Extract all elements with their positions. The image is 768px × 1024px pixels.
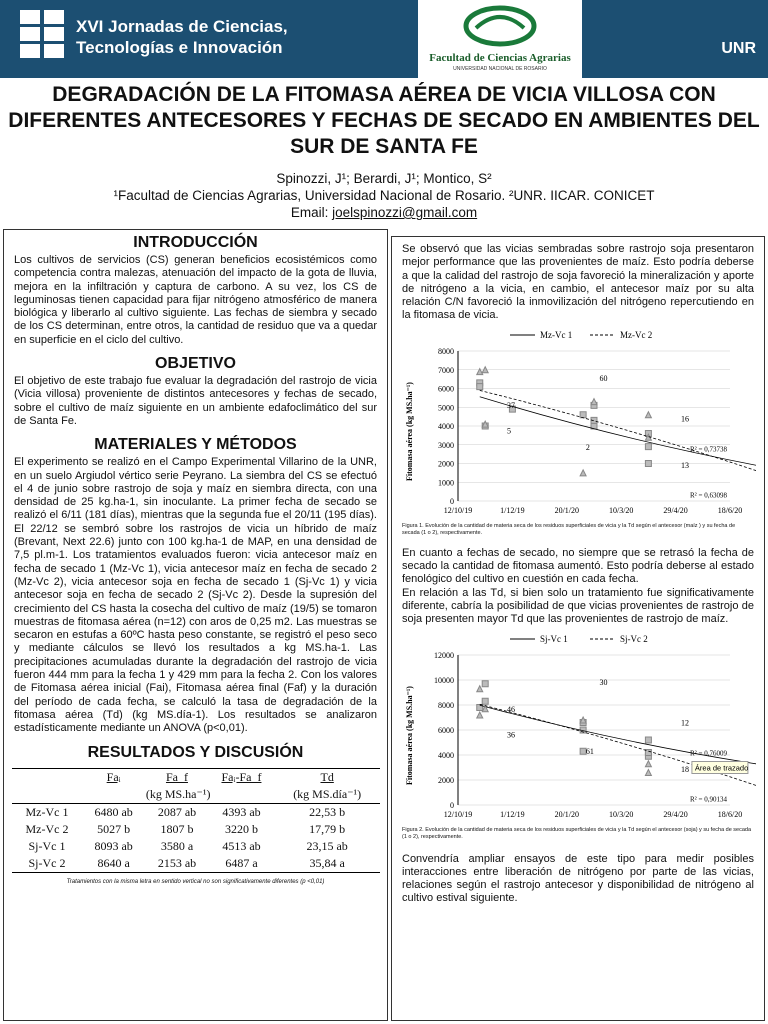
email-label: Email: xyxy=(290,205,333,220)
results-paragraph-1: Se observó que las vicias sembradas sobre rastrojo soja presentaron mejor performance que las provenientes de maíz. Esto podría deberse a que la calidad del rastrojo de soja favoreció la mineralización y aporte de nitrógeno a la vicia, en cambio, el antecesor maíz por su alta relación C/N favoreció la inmovilización del nitrógeno repercutiendo en la fitomasa de vicia. xyxy=(402,243,754,322)
y-tick-label: 1000 xyxy=(438,478,454,488)
table-cell: 8093 ab xyxy=(94,838,133,853)
y-tick-label: 0 xyxy=(450,496,454,506)
objetivo-text: El objetivo de este trabajo fue evaluar la degradación del rastrojo de vicia (Vicia villosa) proveniente de distintos antecesores y fechas de secado, sobre el cultivo de maíz siguiente en un ambiente edafoclimático del sur de Santa Fe. xyxy=(14,375,377,427)
x-tick-label: 20/1/20 xyxy=(554,505,580,515)
data-point xyxy=(477,712,483,718)
y-tick-label: 8000 xyxy=(438,700,454,710)
table-footnote: Tratamientos con la misma letra en sentido vertical no son significativamente diferentes (p <0,01) xyxy=(66,878,325,885)
r2-label: R² = 0,63098 xyxy=(690,491,727,500)
author-names: Spinozzi, J¹; Berardi, J¹; Montico, S² xyxy=(276,171,492,186)
data-point xyxy=(477,383,483,389)
y-tick-label: 2000 xyxy=(438,459,454,469)
y-tick-label: 0 xyxy=(450,800,454,810)
y-tick-label: 6000 xyxy=(438,725,454,735)
x-tick-label: 18/6/20 xyxy=(717,809,743,819)
table-row xyxy=(12,821,380,838)
units-label: (kg MS.día⁻¹) xyxy=(293,786,362,801)
event-logo-icon xyxy=(20,10,64,58)
table-cell: Mz-Vc 1 xyxy=(25,804,69,819)
r2-label: R² = 0,90134 xyxy=(690,795,727,804)
event-name xyxy=(76,16,288,58)
data-point xyxy=(580,412,586,418)
table-cell: 4393 ab xyxy=(222,804,261,819)
r2-label: R² = 0,76009 xyxy=(690,749,727,758)
col-header: Td xyxy=(320,769,334,784)
table-row xyxy=(12,838,380,855)
left-column xyxy=(3,229,388,1021)
y-tick-label: 2000 xyxy=(438,775,454,785)
faculty-name: Facultad de Ciencias Agrarias xyxy=(429,52,571,64)
y-tick-label: 3000 xyxy=(438,440,454,450)
x-tick-label: 1/12/19 xyxy=(500,809,525,819)
x-tick-label: 10/3/20 xyxy=(608,809,634,819)
trend-line xyxy=(480,704,756,787)
table-cell: 6480 ab xyxy=(94,804,133,819)
data-point xyxy=(645,760,651,766)
td-label: 12 xyxy=(681,718,690,728)
y-tick-label: 5000 xyxy=(438,403,454,413)
td-label: 60 xyxy=(599,373,608,383)
table-cell: 35,84 a xyxy=(309,855,345,870)
td-label: 61 xyxy=(585,746,594,756)
trend-line xyxy=(480,390,756,472)
data-point xyxy=(645,443,651,449)
results-paragraph-3: En relación a las Td, si bien solo un tratamiento fue significativamente diferente, cabría la posibilidad de que vicias provenientes de rastrojo de soja presenten mayor Td que las provenientes de rastrojo de maíz. xyxy=(402,586,754,626)
data-point xyxy=(591,398,597,404)
figure-2-chart xyxy=(400,627,756,827)
event-line-2: Tecnologías e Innovación xyxy=(76,38,283,57)
data-point xyxy=(482,698,488,704)
td-label: 46 xyxy=(506,704,515,714)
units-label: (kg MS.ha⁻¹) xyxy=(145,786,211,801)
x-tick-label: 1/12/19 xyxy=(500,505,525,515)
y-tick-label: 10000 xyxy=(434,675,454,685)
results-paragraph-2: En cuanto a fechas de secado, no siempre que se retrasó la fecha de secado la cantidad de fitomasa aumentó. Esto podría deberse al estado fenológico del cultivo en cuestión en cada fecha. xyxy=(402,546,754,586)
y-tick-label: 12000 xyxy=(434,650,454,660)
faculty-logo-icon xyxy=(418,0,582,50)
td-label: 30 xyxy=(599,677,608,687)
data-point xyxy=(645,460,651,466)
td-label: 5 xyxy=(506,426,511,436)
conclusion-paragraph: Convendría ampliar ensayos de este tipo para medir posibles interacciones entre liberación de nitrógeno por parte de las vicias, relaciones según el rastrojo antecesor y disponibilidad de nitrógeno al cultivo estival siguiente. xyxy=(402,852,754,905)
data-point xyxy=(580,470,586,476)
metodos-heading: MATERIALES Y MÉTODOS xyxy=(94,436,297,454)
y-tick-label: 6000 xyxy=(438,384,454,394)
r2-label: R² = 0,73738 xyxy=(690,445,727,454)
faculty-subtitle: UNIVERSIDAD NACIONAL DE ROSARIO xyxy=(453,66,547,72)
table-row xyxy=(12,855,380,873)
table-cell: 6487 a xyxy=(225,855,258,870)
y-axis-label: Fitomasa aérea (kg MS.ha⁻¹) xyxy=(405,685,414,785)
x-tick-label: 10/3/20 xyxy=(608,505,634,515)
table-cell: Sj-Vc 2 xyxy=(28,855,66,870)
table-cell: 22,53 b xyxy=(309,804,346,819)
tooltip-text: Área de trazado xyxy=(694,763,749,773)
table-cell: 3220 b xyxy=(224,821,258,836)
figure-2-caption: Figura 2. Evolución de la cantidad de materia seca de los residuos superficiales de vicia y la Td según el antecesor (soja) y su fecha de secada (1 o 2), respectivamente. xyxy=(402,826,752,840)
legend-label: Sj-Vc 1 xyxy=(540,633,568,644)
affiliations: ¹Facultad de Ciencias Agrarias, Universidad Nacional de Rosario. ²UNR. IICAR. CONICET xyxy=(113,188,655,203)
col-header: Faᵢ xyxy=(106,769,121,784)
y-tick-label: 8000 xyxy=(438,346,454,356)
results-table xyxy=(12,768,380,873)
table-cell: 5027 b xyxy=(97,821,131,836)
intro-heading: INTRODUCCIÓN xyxy=(133,234,258,251)
x-tick-label: 18/6/20 xyxy=(717,505,743,515)
y-axis-label: Fitomasa aérea (kg MS.ha⁻¹) xyxy=(405,381,414,481)
td-label: 37 xyxy=(506,400,515,410)
legend-label: Mz-Vc 2 xyxy=(620,329,653,340)
td-label: 18 xyxy=(681,764,690,774)
table-cell: 23,15 ab xyxy=(306,838,348,853)
td-label: 2 xyxy=(585,442,590,452)
x-tick-label: 29/4/20 xyxy=(663,505,688,515)
unr-logo: UNR xyxy=(721,40,756,57)
email-link[interactable]: joelspinozzi@gmail.com xyxy=(332,205,478,220)
table-cell: 8640 a xyxy=(97,855,130,870)
y-tick-label: 7000 xyxy=(438,365,454,375)
x-tick-label: 12/10/19 xyxy=(443,505,473,515)
resultados-heading: RESULTADOS Y DISCUSIÓN xyxy=(87,743,304,761)
table-cell: 2087 ab xyxy=(157,804,197,819)
legend-label: Mz-Vc 1 xyxy=(540,329,573,340)
faculty-logo xyxy=(418,0,582,78)
col-header: Faᵢ-Fa_f xyxy=(221,769,262,784)
table-cell: 1807 b xyxy=(160,821,194,836)
legend-label: Sj-Vc 2 xyxy=(620,633,648,644)
event-line-1: XVI Jornadas de Ciencias, xyxy=(76,17,288,36)
y-tick-label: 4000 xyxy=(438,750,454,760)
col-header: Fa_f xyxy=(165,769,188,784)
table-cell: Mz-Vc 2 xyxy=(25,821,69,836)
td-label: 36 xyxy=(506,730,515,740)
header-banner xyxy=(0,0,768,78)
table-cell: Sj-Vc 1 xyxy=(28,838,66,853)
data-point xyxy=(482,680,488,686)
data-point xyxy=(645,737,651,743)
x-tick-label: 12/10/19 xyxy=(443,809,473,819)
figure-1-chart xyxy=(400,323,756,523)
td-label: 13 xyxy=(681,460,690,470)
right-column xyxy=(391,236,765,1021)
figure-1-caption: Figura 1. Evolución de la cantidad de materia seca de los residuos superficiales de vicia y la Td según el antecesor (maíz ) y su fecha de secada (1 o 2), respectivamente. xyxy=(402,522,736,536)
table-cell: 2153 ab xyxy=(157,855,197,870)
table-cell: 17,79 b xyxy=(309,821,346,836)
data-point xyxy=(645,769,651,775)
authors-block xyxy=(0,170,768,221)
email-line xyxy=(0,204,768,221)
metodos-text: El experimento se realizó en el Campo Experimental Villarino de la UNR, en un suelo Argiudol vértico serie Peyrano. La siembra del CS se efectuó el 4 de junio sobre rastrojo de soja y maíz en siembra directa, con una densidad de 25 kg.ha-1, sin inoculante. La primer fecha de secado se realizó el 6/11 (181 días), mientras que la segunda fue el 20/11 (195 días). El 22/12 se sembró sobre los rastrojos de vicia un híbrido de maíz (Brevant, Next 22.6) junto con 100 kg.ha-1 de MAP, en una densidad de 7,5 pl.m-1. Los tratamientos evaluados fueron: vicia antecesor maíz en fecha de secado 1 (Mz-Vc 1), vicia antecesor maíz en fecha de secado 2 (Mz-Vc 2), vicia antecesor soja en fecha de secado 1 (Sj-Vc 1) y vicia antecesor soja en fecha de secado 2 (Sj-Vc 2). Desde la supresión del crecimiento del CS hasta la cosecha del cultivo de maíz (19/5) se tomaron muestras de fitomasa aérea (n=12) con aros de 0,25 m2. Las muestras se secaron en estufas a 60ºC hasta peso constante, se registró el peso seco y mediante cálculos se llevó los resultados a kg MS.ha-1. Las precipitaciones acumuladas durante la degradación del rastrojo de vicia fueron 444 mm para la fecha 1 y 429 mm para la fecha 2. Con los valores de Fitomasa aérea inicial (Fai), Fitomasa aérea final (Faf) y la duración del período de cada fecha, se calculó la tasa de degradación de la fitomasa aérea (Td) (kg MS.día-1). Los resultados se analizaron estadísticamente mediante un ANOVA (p<0,01). xyxy=(14,456,377,735)
intro-text: Los cultivos de servicios (CS) generan beneficios ecosistémicos como competencia contra malezas, atenuación del impacto de la gota de lluvia, mejora en la infiltración y captura de carbono. A su vez, los CS de leguminosas tienen capacidad para fijar nitrógeno atmosférico de manera biológica y liberarlo al cultivo siguiente. Las fechas de siembra y secado de los CS determinan, entre otros, la cantidad de residuo que va a quedar en superficie en el ciclo del cultivo. xyxy=(14,254,377,346)
x-tick-label: 29/4/20 xyxy=(663,809,688,819)
table-cell: 3580 a xyxy=(160,838,194,853)
x-tick-label: 20/1/20 xyxy=(554,809,580,819)
objetivo-heading: OBJETIVO xyxy=(155,355,236,373)
data-point xyxy=(645,412,651,418)
table-cell: 4513 ab xyxy=(222,838,261,853)
poster-title: DEGRADACIÓN DE LA FITOMASA AÉREA DE VICIA VILLOSA CON DIFERENTES ANTECESORES Y FECHAS DE SECADO EN AMBIENTES DEL SUR DE SANTA FE xyxy=(8,83,760,158)
table-row xyxy=(12,803,380,821)
y-tick-label: 4000 xyxy=(438,421,454,431)
td-label: 16 xyxy=(681,414,690,424)
